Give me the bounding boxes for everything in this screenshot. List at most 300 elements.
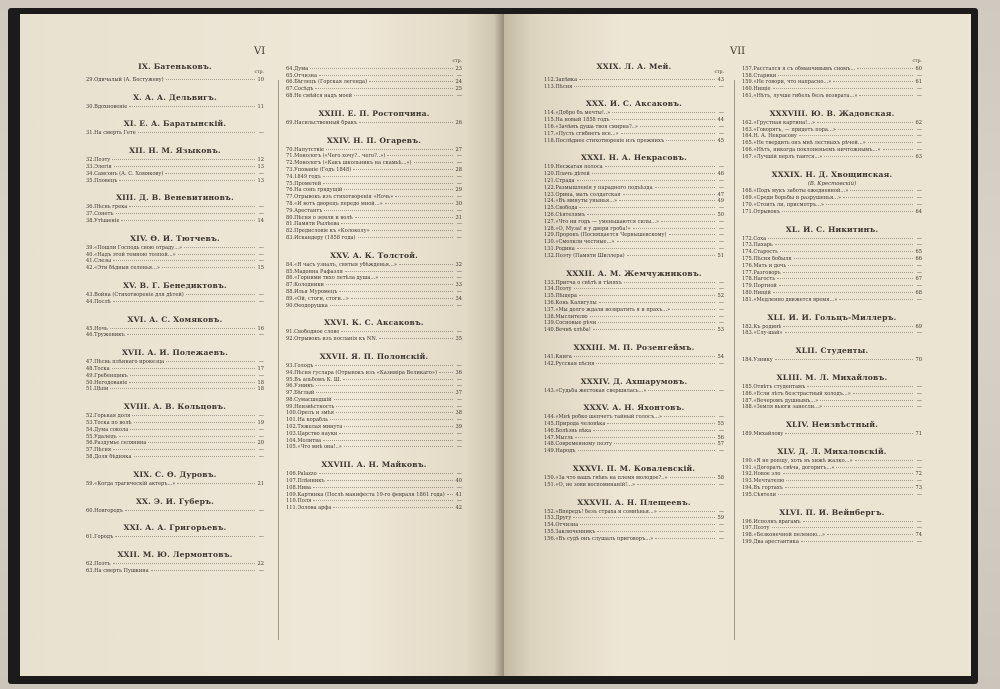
toc-row (742, 276, 922, 283)
section-heading: XIX. С. Ѳ. Дуровъ. (133, 469, 217, 479)
dot-leader (316, 392, 453, 393)
dot-leader (127, 334, 255, 335)
dot-leader (783, 326, 913, 327)
right-column-1 (544, 62, 724, 552)
toc-row (86, 326, 264, 333)
toc-row (286, 505, 462, 512)
entry-number: 78. (286, 200, 295, 207)
toc-row (742, 209, 922, 216)
entry-title: Ночь (94, 325, 108, 332)
entry-number: 112. (544, 76, 556, 83)
entry-number: 66. (286, 79, 295, 86)
entry-title: Колодники (294, 282, 324, 289)
toc-row (544, 205, 724, 212)
dot-leader (785, 433, 913, 434)
entry-title: Нищіе (753, 86, 771, 93)
entry-number: 43. (86, 291, 95, 298)
entry-title: Современному поэту (555, 441, 612, 448)
entry-number: 81. (286, 221, 295, 228)
entry-number: 182. (742, 323, 754, 330)
entry-title: Тоска по волѣ (94, 419, 132, 426)
dot-leader (355, 217, 453, 218)
entry-page: — (456, 376, 462, 383)
entry-number: 142. (544, 360, 556, 367)
entry-title: Поэтъ (94, 561, 111, 568)
toc-row (742, 242, 922, 249)
toc-row (544, 226, 724, 233)
toc-row (286, 431, 462, 438)
entry-page: 18 (257, 379, 264, 386)
toc-section (86, 193, 264, 224)
toc-row (742, 357, 922, 364)
dot-leader (573, 517, 715, 518)
entry-number: 109. (286, 491, 298, 498)
entry-page: — (718, 414, 724, 421)
entry-number: 98. (286, 396, 295, 403)
entry-title: Въ гортахъ (753, 485, 783, 492)
toc-row (286, 424, 462, 431)
entry-page: — (916, 283, 922, 290)
entry-page: — (258, 507, 264, 514)
toc-row (86, 332, 264, 339)
entry-number: 137. (544, 306, 556, 313)
toc-row (86, 454, 264, 461)
entry-title: Страда (555, 177, 575, 184)
dot-leader (833, 81, 913, 82)
entry-title: Послѣ (94, 298, 111, 305)
entry-title: Упованіе (Годъ 1848) (294, 166, 352, 173)
entry-title: Заключенникъ (555, 529, 596, 536)
entry-page: — (916, 188, 922, 195)
entry-title: Болѣзнь вѣка (555, 427, 592, 434)
entry-page: 23 (455, 65, 462, 72)
dot-leader (803, 521, 913, 522)
entry-title: Свобода (555, 205, 578, 212)
entry-page: — (258, 244, 264, 251)
dot-leader (310, 68, 453, 69)
dot-leader (385, 203, 453, 204)
dot-leader (387, 155, 453, 156)
entry-number: 47. (86, 359, 95, 366)
toc-row (544, 435, 724, 442)
toc-section (544, 99, 724, 144)
toc-row (86, 252, 264, 259)
dot-leader (341, 331, 453, 332)
entry-title: Конь Калигулы (555, 299, 597, 306)
entry-title: Поэту (753, 525, 770, 532)
dot-leader (827, 534, 913, 535)
toc-row (742, 140, 922, 147)
dot-leader (134, 456, 256, 457)
toc-row (742, 154, 922, 161)
entry-number: 134. (544, 286, 556, 293)
entry-title: Мадонна Рафаэля (294, 268, 343, 275)
toc-row (286, 410, 462, 417)
entry-title: «Пусть сгибнетъ все...» (555, 130, 619, 137)
toc-row (544, 536, 724, 543)
entry-page: — (456, 228, 462, 235)
entry-title: «Что ни годъ — уменьшаются силы...» (555, 218, 660, 225)
dot-leader (323, 176, 453, 177)
entry-page: — (718, 360, 724, 367)
toc-row (86, 568, 264, 575)
entry-number: 172. (742, 235, 754, 242)
dot-leader (358, 237, 453, 238)
entry-number: 103. (286, 430, 298, 437)
dot-leader (334, 399, 453, 400)
entry-title: «Говорятъ, — придетъ пора...» (753, 126, 836, 133)
toc-row (286, 390, 462, 397)
entry-number: 38. (86, 217, 95, 224)
entry-page: — (258, 211, 264, 218)
entry-title: Поэту (94, 157, 111, 164)
left-page-number: VI (254, 46, 266, 57)
toc-section (286, 109, 462, 127)
entry-number: 133. (544, 279, 556, 286)
entry-title: Пѣсня о земли и волѣ (294, 214, 353, 221)
entry-title: Элегія (94, 163, 112, 170)
dot-leader (151, 570, 255, 571)
entry-number: 198. (742, 532, 754, 539)
dot-leader (112, 159, 255, 160)
dot-leader (838, 129, 913, 130)
entry-number: 72. (286, 160, 295, 167)
dot-leader (579, 79, 715, 80)
toc-row (286, 269, 462, 276)
entry-page: — (916, 133, 922, 140)
entry-page: 18 (257, 386, 264, 393)
entry-number: 132. (544, 252, 556, 259)
entry-page: — (718, 481, 724, 488)
entry-number: 56. (86, 440, 95, 447)
toc-row (544, 354, 724, 361)
entry-page: 53 (717, 327, 724, 334)
entry-title: Притча о свѣтѣ и тѣняхъ (555, 279, 622, 286)
entry-page: 45 (717, 137, 724, 144)
toc-row (86, 157, 264, 164)
entry-page: 54 (717, 353, 724, 360)
dot-leader (624, 282, 715, 283)
toc-row (544, 185, 724, 192)
entry-number: 184. (742, 357, 754, 364)
section-heading: XX. Э. И. Губеръ. (135, 496, 215, 506)
entry-title: Книга (555, 353, 572, 360)
dot-leader (655, 538, 715, 539)
entry-page: — (258, 433, 264, 440)
section-heading: XVI. А. С. Хомяковъ. (127, 314, 223, 324)
entry-title: Узнику (753, 357, 773, 364)
entry-title: «Нѣтъ, лучше гибель безъ возврата...» (753, 92, 858, 99)
entry-title: Ѳеодорушка (294, 302, 328, 309)
toc-row (742, 539, 922, 546)
entry-page: — (456, 207, 462, 214)
dot-leader (399, 264, 453, 265)
dot-leader (773, 88, 913, 89)
entry-number: 79. (286, 207, 295, 214)
dot-leader (777, 278, 913, 279)
dot-leader (166, 361, 255, 362)
right-page (504, 14, 971, 676)
dot-leader (130, 429, 255, 430)
dot-leader (114, 166, 255, 167)
entry-title: «О, не зови воспоминаній!...» (555, 481, 636, 488)
entry-number: 75. (286, 180, 295, 187)
entry-number: 140. (544, 327, 556, 334)
entry-page: — (916, 491, 922, 498)
toc-row (742, 471, 922, 478)
entry-title: Мысль (555, 434, 574, 441)
entry-page: 29 (455, 187, 462, 194)
entry-page: — (916, 390, 922, 397)
entry-number: 73. (286, 166, 295, 173)
dot-leader (820, 400, 913, 401)
section-heading: X. А. А. Дельвигъ. (133, 92, 217, 102)
entry-number: 123. (544, 191, 556, 198)
entry-number: 39. (86, 244, 95, 251)
entry-page: 47 (717, 191, 724, 198)
entry-number: 89. (286, 295, 295, 302)
toc-row (544, 84, 724, 91)
entry-title: Михайлову (753, 431, 784, 438)
toc-section (86, 62, 264, 84)
dot-leader (574, 86, 715, 87)
entry-title: Цѣпи (94, 386, 109, 393)
entry-page: — (456, 221, 462, 228)
dot-leader (836, 467, 913, 468)
entry-number: 149. (544, 448, 556, 455)
entry-number: 91. (286, 329, 295, 336)
entry-number: 167. (742, 153, 754, 160)
entry-number: 128. (544, 225, 556, 232)
entry-page: — (456, 383, 462, 390)
entry-page: 28 (455, 166, 462, 173)
entry-title: Новое зло (753, 471, 781, 478)
toc-row (86, 265, 264, 272)
entry-title: Пѣсня (94, 447, 112, 454)
dot-leader (119, 180, 255, 181)
entry-title: Городъ (94, 534, 114, 541)
entry-number: 162. (742, 119, 754, 126)
section-heading: XVIII. А. В. Кольцовъ. (123, 402, 227, 412)
dot-leader (351, 298, 453, 299)
column-divider (734, 80, 735, 640)
entry-title: Илья Муромецъ (294, 288, 338, 295)
toc-section (86, 550, 264, 575)
entry-number: 127. (544, 218, 556, 225)
entry-number: 159. (742, 79, 754, 86)
entry-number: 171. (742, 208, 754, 215)
toc-row (286, 417, 462, 424)
entry-page: — (916, 126, 922, 133)
toc-row (286, 167, 462, 174)
entry-number: 94. (286, 369, 295, 376)
entry-title: Нагость (753, 276, 776, 283)
entry-page: — (258, 298, 264, 305)
dot-leader (637, 484, 715, 485)
dot-leader (313, 500, 453, 501)
entry-page: — (718, 83, 724, 90)
toc-row (544, 307, 724, 314)
section-heading: XVII. А. И. Полежаевъ. (121, 348, 229, 358)
entry-number: 61. (86, 534, 95, 541)
entry-title: Пѣсня бобыля (753, 255, 792, 262)
dot-leader (783, 272, 913, 273)
toc-row (86, 434, 264, 441)
toc-section (544, 62, 724, 90)
entry-title: Поля (297, 498, 312, 505)
entry-page: 17 (257, 365, 264, 372)
entry-number: 68. (286, 92, 295, 99)
dot-leader (640, 126, 715, 127)
entry-number: 116. (544, 123, 556, 130)
toc-row (742, 133, 922, 140)
section-heading: IX. Батеньковъ. (138, 62, 212, 71)
entry-number: 163. (742, 126, 754, 133)
dot-leader (593, 329, 715, 330)
toc-row (286, 336, 462, 343)
entry-page: — (258, 258, 264, 265)
entry-title: 1849 годъ (294, 173, 321, 180)
entry-title: Памяти Рылѣева (294, 221, 340, 228)
toc-row (86, 299, 264, 306)
entry-page: 15 (257, 265, 264, 272)
dot-leader (162, 267, 255, 268)
toc-section (544, 464, 724, 489)
entry-page: — (258, 372, 264, 379)
toc-row (286, 275, 462, 282)
dot-leader (575, 437, 715, 438)
entry-page: — (258, 204, 264, 211)
entry-title: «Ой, стоги, стоги...» (294, 295, 349, 302)
toc-row (544, 138, 724, 145)
entry-title: Одичалый (А. Бестужеву) (94, 76, 164, 83)
entry-title: «Не твердить онъ мнѣ лестныхъ рѣчей...» (753, 140, 866, 147)
toc-section (286, 460, 462, 512)
entry-number: 45. (86, 325, 95, 332)
entry-number: 174. (742, 249, 754, 256)
toc-row (286, 478, 462, 485)
dot-leader (621, 133, 715, 134)
toc-row (544, 131, 724, 138)
entry-number: 157. (742, 65, 754, 72)
toc-row (544, 428, 724, 435)
toc-row (86, 218, 264, 225)
entry-page: — (456, 396, 462, 403)
entry-title: «Судьба жестокая свершилась...» (555, 387, 647, 394)
entry-page: — (456, 444, 462, 451)
entry-number: 120. (544, 171, 556, 178)
entry-number: 145. (544, 421, 556, 428)
entry-number: 125. (544, 205, 556, 212)
entry-page: — (456, 288, 462, 295)
entry-number: 92. (286, 336, 295, 343)
entry-page: — (456, 268, 462, 275)
entry-number: 40. (86, 251, 95, 258)
toc-row (544, 509, 724, 516)
dot-leader (344, 426, 453, 427)
entry-page: — (258, 251, 264, 258)
entry-number: 183. (742, 330, 754, 337)
entry-number: 107. (286, 478, 298, 485)
toc-row (86, 211, 264, 218)
entry-number: 36. (86, 204, 95, 211)
dot-leader (779, 285, 913, 286)
toc-section (286, 59, 462, 100)
entry-page: — (718, 313, 724, 320)
entry-title: Послѣднее стихотвореніе изъ прежнихъ (555, 137, 665, 144)
entry-title: Узникъ (294, 383, 314, 390)
dot-leader (623, 194, 716, 195)
dot-leader (165, 173, 255, 174)
entry-title: «Я не ропщу, хоть въ хижѣ жалко...» (753, 457, 853, 464)
toc-row (86, 427, 264, 434)
entry-title: Пловецъ (94, 177, 118, 184)
section-heading: XXVIII. А. Н. Майковъ. (321, 460, 427, 470)
entry-title: «Мнѣ робко шепчетъ тайный голосъ...» (555, 414, 663, 421)
entry-number: 166. (742, 146, 754, 153)
dot-leader (379, 338, 453, 339)
entry-page: — (718, 427, 724, 434)
entry-title: «Безконечной пеленою...» (753, 532, 826, 539)
entry-page: — (916, 201, 922, 208)
entry-page: — (718, 286, 724, 293)
dot-leader (850, 190, 913, 191)
entry-page: — (456, 153, 462, 160)
entry-title: «Въ минуты унынья...» (555, 198, 618, 205)
toc-row (742, 398, 922, 405)
entry-number: 42. (86, 265, 95, 272)
entry-number: 150. (544, 475, 556, 482)
entry-number: 155. (544, 529, 556, 536)
entry-page: — (258, 447, 264, 454)
toc-row (742, 458, 922, 465)
entry-page: 74 (915, 532, 922, 539)
entry-title: Пѣсня гуслара (Отрывокъ изъ «Казиміра Великаго») (294, 369, 437, 376)
dot-leader (839, 299, 913, 300)
entry-page: — (456, 362, 462, 369)
entry-page: — (258, 291, 264, 298)
toc-row (742, 431, 922, 438)
entry-title: «Догоратъ свѣча, догоритъ...» (753, 464, 835, 471)
entry-title: Сосѣдъ (294, 86, 314, 93)
entry-page: — (718, 306, 724, 313)
dot-leader (617, 241, 715, 242)
dot-leader (788, 265, 913, 266)
entry-title: Природа человѣка (555, 421, 606, 428)
entry-page: — (718, 245, 724, 252)
entry-page: 19 (257, 419, 264, 426)
entry-number: 148. (544, 441, 556, 448)
entry-number: 188. (742, 404, 754, 411)
entry-page: 66 (915, 255, 922, 262)
toc-row (544, 441, 724, 448)
entry-title: Орелъ и змѣя (297, 410, 334, 417)
entry-page: — (916, 525, 922, 532)
entry-number: 193. (742, 478, 754, 485)
toc-row (544, 232, 724, 239)
toc-section (742, 109, 922, 161)
entry-page: — (456, 160, 462, 167)
entry-title: Родина (555, 245, 575, 252)
dot-leader (343, 379, 453, 380)
toc-section (286, 136, 462, 242)
dot-leader (395, 196, 453, 197)
dot-leader (121, 220, 255, 221)
entry-page: — (456, 194, 462, 201)
toc-row (742, 478, 922, 485)
toc-row (544, 219, 724, 226)
entry-title: «Нѣтъ, никогда поклоненьемъ ничтожнымъ...» (753, 146, 881, 153)
